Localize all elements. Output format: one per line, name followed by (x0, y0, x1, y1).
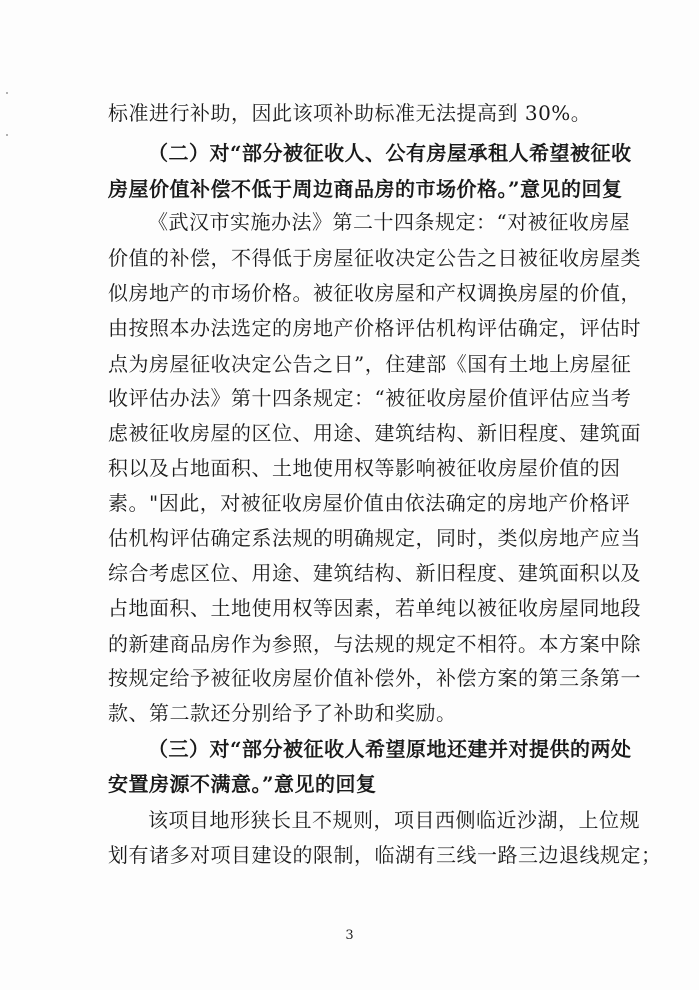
paragraph-line: 的新建商品房作为参照，与法规的规定不相符。本方案中除 (108, 632, 641, 656)
section-heading-line: 房屋价值补偿不低于周边商品房的市场价格。”意见的回复 (108, 177, 623, 201)
paragraph-line: 估机构评估确定系法规的明确规定，同时，类似房地产应当 (108, 526, 641, 550)
paragraph-line: 划有诸多对项目建设的限制，临湖有三线一路三边退线规定； (108, 843, 662, 867)
paragraph-line: 积以及占地面积、土地使用权等影响被征收房屋价值的因 (108, 456, 621, 480)
paragraph-line: 由按照本办法选定的房地产价格评估机构评估确定，评估时 (108, 316, 641, 340)
paragraph-line: 款、第二款还分别给予了补助和奖励。 (108, 701, 457, 725)
paragraph-line: 价值的补偿，不得低于房屋征收决定公告之日被征收房屋类 (108, 246, 641, 270)
paragraph-line: 虑被征收房屋的区位、用途、建筑结构、新旧程度、建筑面 (108, 421, 641, 445)
paragraph-line: 素。"因此，对被征收房屋价值由依法确定的房地产价格评 (108, 491, 631, 515)
paragraph-line: 收评估办法》第十四条规定：“被征收房屋价值评估应当考 (108, 386, 632, 410)
section-heading-line: 安置房源不满意。”意见的回复 (108, 772, 377, 796)
paragraph-line: 点为房屋征收决定公告之日”，住建部《国有土地上房屋征 (108, 352, 632, 376)
paragraph-line: 标准进行补助，因此该项补助标准无法提高到 30%。 (108, 101, 592, 125)
scan-mark (6, 134, 8, 136)
paragraph-line: 综合考虑区位、用途、建筑结构、新旧程度、建筑面积以及 (108, 561, 641, 585)
page-number: 3 (345, 928, 354, 943)
scan-mark (6, 92, 8, 94)
paragraph-line: 占地面积、土地使用权等因素，若单纯以被征收房屋同地段 (108, 596, 641, 620)
paragraph-line: 按规定给予被征收房屋价值补偿外，补偿方案的第三条第一 (108, 666, 641, 690)
section-heading-line: （三）对“部分被征收人希望原地还建并对提供的两处 (148, 737, 632, 761)
paragraph-line: 《武汉市实施办法》第二十四条规定：“对被征收房屋 (148, 210, 631, 234)
paragraph-line: 该项目地形狭长且不规则，项目西侧临近沙湖，上位规 (148, 808, 640, 832)
section-heading-line: （二）对“部分被征收人、公有房屋承租人希望被征收 (148, 141, 632, 165)
paragraph-line: 似房地产的市场价格。被征收房屋和产权调换房屋的价值， (108, 281, 641, 305)
